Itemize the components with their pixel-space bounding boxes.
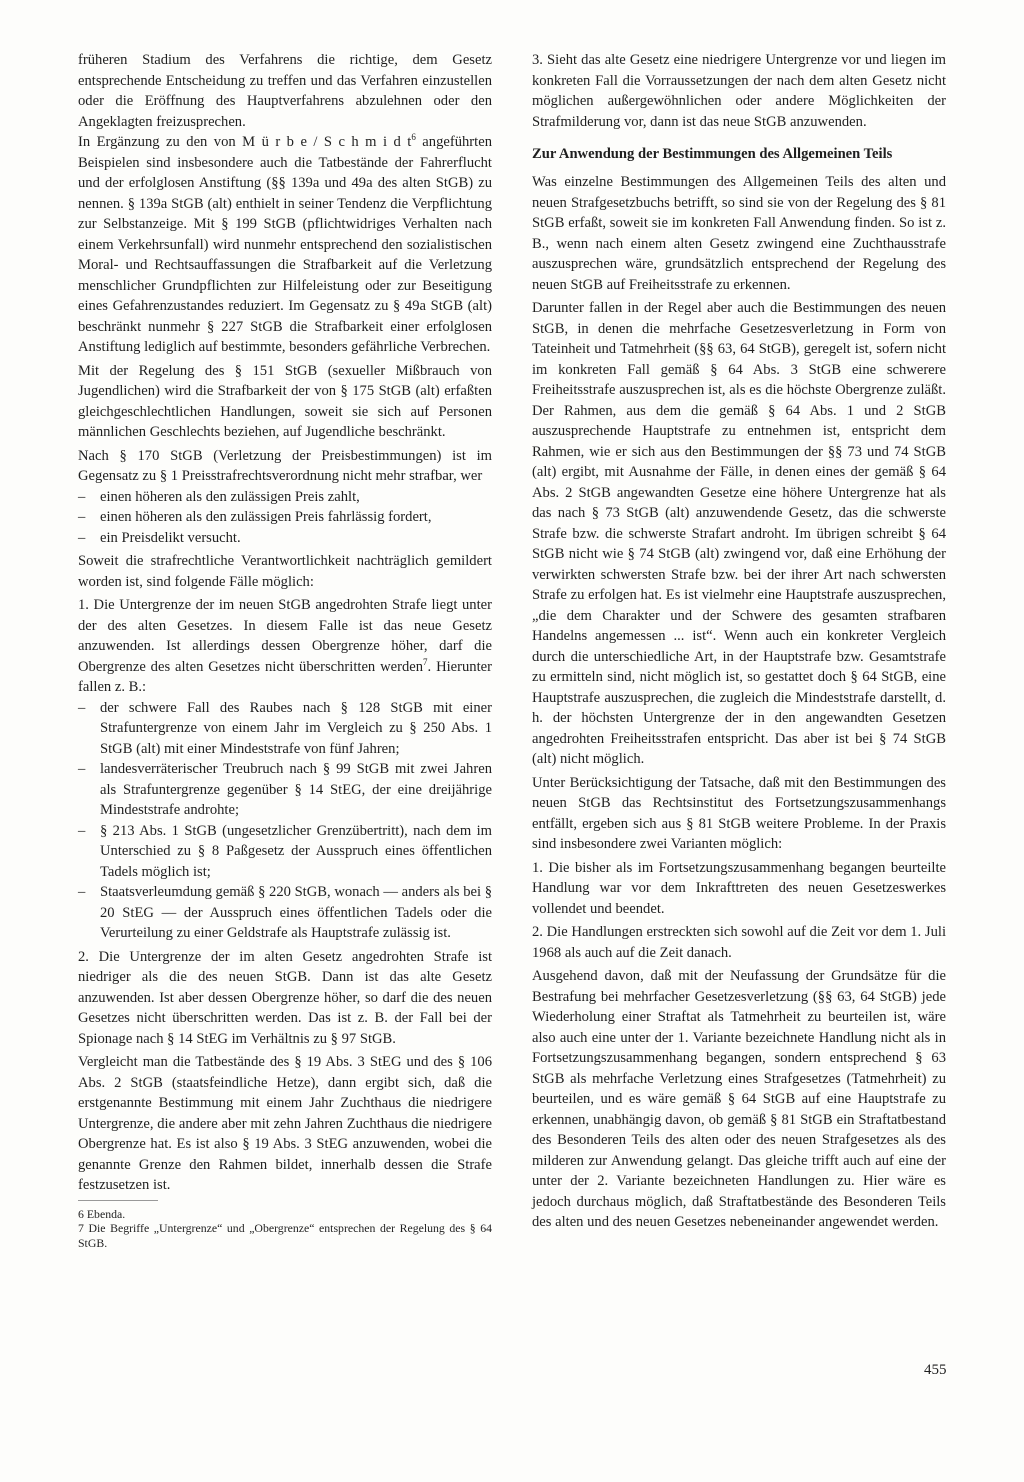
right-column	[532, 50, 946, 1233]
list-item: – der schwere Fall des Raubes nach § 128 StGB mit einer Strafuntergrenze von einem Jahr im Vergleich zu § 250 Abs. 1 StGB (alt) mit einer Mindeststrafe von fünf Jahren;	[78, 699, 492, 757]
paragraph: Unter Berücksichtigung der Tatsache, daß mit den Bestimmungen des neuen StGB das Rechtsinstitut des Fortsetzungszusammenhangs entfällt, ergeben sich aus § 81 StGB weitere Probleme. In der Praxis sind insbesondere zwei Varianten möglich:	[532, 774, 946, 852]
paragraph: Vergleicht man die Tatbestände des § 19 Abs. 3 StEG und des § 106 Abs. 2 StGB (staatsfeindliche Hetze), dann ergibt sich, daß die erstgenannte Bestimmung mit einem Jahr Zuchthaus die niedrigere Untergrenze, die andere aber mit zehn Jahren Zuchthaus die niedrigere Obergrenze hat. Es ist also § 19 Abs. 3 StEG anzuwenden, wobei die genannte Grenze den Rahmen bildet, innerhalb dessen die Strafe festzusetzen ist.	[78, 1054, 492, 1193]
footnote-ref: 7	[423, 656, 428, 667]
paragraph-text: In Ergänzung zu den von M ü r b e / S c h m i d t	[78, 134, 412, 150]
list-item: – einen höheren als den zulässigen Preis zahlt,	[78, 488, 360, 505]
footnote: 7 Die Begriffe „Untergrenze“ und „Obergrenze“ entsprechen der Regelung des § 64 StGB.	[78, 1221, 492, 1250]
footnotes	[78, 1200, 492, 1251]
paragraph: früheren Stadium des Verfahrens die richtige, dem Gesetz entsprechende Entscheidung zu treffen und das Verfahren einzustellen oder die Eröffnung des Hauptverfahrens abzulehnen oder den Angeklagten freizusprechen.	[78, 52, 492, 130]
paragraph	[78, 132, 492, 358]
paragraph	[78, 595, 492, 698]
paragraph: 1. Die bisher als im Fortsetzungszusammenhang begangen beurteilte Handlung war vor dem Inkrafttreten des neuen Gesetzeswerkes vollendet und beendet.	[532, 859, 946, 917]
paragraph: 2. Die Handlungen erstreckten sich sowohl auf die Zeit vor dem 1. Juli 1968 als auch auf die Zeit danach.	[532, 924, 946, 961]
section-heading: Zur Anwendung der Bestimmungen des Allgemeinen Teils	[532, 146, 893, 162]
list-item: – einen höheren als den zulässigen Preis fahrlässig fordert,	[78, 509, 432, 525]
paragraph: Soweit die strafrechtliche Verantwortlichkeit nachträglich gemildert worden ist, sind folgende Fälle möglich:	[78, 553, 492, 590]
paragraph: Ausgehend davon, daß mit der Neufassung der Grundsätze für die Bestrafung bei mehrfacher Gesetzesverletzung (§§ 63, 64 StGB) jede Wiederholung einer Straftat als Tatmehrheit zu beurteilen ist, wäre also auch eine unter der 1. Variante bezeichnete Handlung nicht als in Fortsetzungszusammenhang begangen, sondern entsprechend § 63 StGB als mehrfache Verletzung eines Strafgesetzes (Tatmehrheit) zu beurteilen, und es wäre gemäß § 64 StGB auf eine Hauptstrafe zu erkennen, unabhängig davon, ob gemäß § 81 StGB ein Straftatbestand des Besonderen Teils des alten oder des neuen Strafgesetzes als des milderen zur Anwendung gelangt. Das gleiche trifft auch auf eine der unter der 2. Variante bezeichneten Handlungen zu. Hier wäre es jedoch durchaus möglich, daß Straftatbestände des Besonderen Teils des alten und des neuen Gesetzes nebeneinander angewendet werden.	[532, 968, 946, 1230]
list-item: – ein Preisdelikt versucht.	[78, 529, 241, 546]
footnote-ref: 6	[411, 132, 416, 143]
list-item: – § 213 Abs. 1 StGB (ungesetzlicher Grenzübertritt), nach dem im Unterschied zu § 8 Paßgesetz der Ausspruch eines öffentlichen Tadels möglich ist;	[78, 822, 492, 880]
paragraph-text: 1. Die Untergrenze der im neuen StGB angedrohten Strafe liegt unter der des alten Gesetzes. In diesem Falle ist das neue Gesetz anzuwenden. Ist allerdings dessen Obergrenze höher, darf die Obergrenze des alten Gesetzes nicht überschritten werden	[78, 597, 492, 675]
paragraph: Darunter fallen in der Regel aber auch die Bestimmungen des neuen StGB, in denen die mehrfache Gesetzesverletzung in Form von Tateinheit und Tatmehrheit (§§ 63, 64 StGB), geregelt ist, sofern nicht im konkreten Fall gemäß § 64 Abs. 3 StGB eine schwerere Freiheitsstrafe auszusprechen ist, als es die höchste Obergrenze zuläßt. Der Rahmen, aus dem die gemäß § 64 Abs. 1 und 2 StGB auszusprechende Hauptstrafe zu entnehmen ist, entspricht dem Rahmen, wie er sich aus den Bestimmungen der §§ 73 und 74 StGB (alt) ergibt, mit Ausnahme der Fälle, in denen eines der gemäß § 64 Abs. 2 StGB angewandten Gesetze eine höhere Untergrenze hat als das nach § 73 StGB (alt) anzuwendende Gesetz, das die schwerste Strafe bzw. die schwerste Strafart androht. Im übrigen schreibt § 64 StGB nicht wie § 74 StGB (alt) zwingend vor, daß eine Erhöhung der verwirkten schwersten Strafe bzw. bei der ihrer Art nach schwersten Strafe zu erfolgen hat. Es ist vielmehr eine Hauptstrafe auszusprechen, „die dem Charakter und der Schwere des gesamten strafbaren Handelns angemessen ... ist“. Wenn auch ein konkreter Vergleich durch die unterschiedliche Art, in der Hauptstrafe bzw. Gesamtstrafe zu ermitteln sind, nicht möglich ist, so gestattet doch § 64 StGB, eine Hauptstrafe auszusprechen, die zugleich die Mindeststrafe darstellt, d. h. der höchsten Untergrenze der in den angewandten Gesetzen angedrohten Freiheitsstrafen entspricht. Das aber ist bei § 74 StGB (alt) nicht möglich.	[532, 300, 946, 767]
paragraph-text: . Hierunter fallen z. B.:	[78, 658, 492, 695]
paragraph: Mit der Regelung des § 151 StGB (sexueller Mißbrauch von Jugendlichen) wird die Strafbarkeit der von § 175 StGB (alt) erfaßten gleichgeschlechtlichen Handlungen, soweit sie sich auf Personen männlichen Geschlechts beziehen, auf Jugendliche beschränkt.	[78, 362, 492, 440]
paragraph: 3. Sieht das alte Gesetz eine niedrigere Untergrenze vor und liegen im konkreten Fall die Vorraussetzungen der nach dem alten Gesetz nicht möglichen außergewöhnlichen oder andere Möglichkeiten der Strafmilderung vor, dann ist das neue StGB anzuwenden.	[532, 52, 946, 130]
paragraph-text: angeführten Beispielen sind insbesondere auch die Tatbestände der Fahrerflucht und der erfolglosen Anstiftung (§§ 139a und 49a des alten StGB) zu nennen. § 139a StGB (alt) enthielt in seiner Tendenz die Verpflichtung zur Selbstanzeige. Mit § 199 StGB (pflichtwidriges Verhalten nach einem Verkehrsunfall) wird nunmehr entsprechend den sozialistischen Moral- und Rechtsauffassungen die Strafbarkeit auf die Verletzung menschlicher Grundpflichten zur Hilfeleistung oder zur Beseitigung eines Gefahrenzustandes reduziert. Im Gegensatz zu § 49a StGB (alt) beschränkt nunmehr § 227 StGB die Strafbarkeit einer erfolglosen Anstiftung lediglich auf bestimmte, besonders gefährliche Verbrechen.	[78, 134, 492, 355]
list-item: – Staatsverleumdung gemäß § 220 StGB, wonach — anders als bei § 20 StEG — der Ausspruch eines öffentlichen Tadels oder die Verurteilung zu einer Geldstrafe als Hauptstrafe zulässig ist.	[78, 884, 492, 941]
paragraph: Nach § 170 StGB (Verletzung der Preisbestimmungen) ist im Gegensatz zu § 1 Preisstrafrechtsverordnung nicht mehr strafbar, wer	[78, 447, 492, 484]
paragraph: Was einzelne Bestimmungen des Allgemeinen Teils des alten und neuen Strafgesetzbuchs betrifft, so sind sie von der Regelung des § 81 StGB erfaßt, soweit sie im konkreten Fall Anwendung finden. So ist z. B., wenn nach einem alten Gesetz zwingend eine Zuchthausstrafe auszusprechen wäre, grundsätzlich entsprechend der Regelung des neuen StGB auf Freiheitsstrafe zu erkennen.	[532, 174, 946, 293]
paragraph: 2. Die Untergrenze der im alten Gesetz angedrohten Strafe ist niedriger als die des neuen StGB. Dann ist das alte Gesetz anzuwenden. Ist aber dessen Obergrenze höher, so darf die des neuen Gesetzes nicht überschritten werden. Das ist z. B. der Fall bei der Spionage nach § 14 StEG im Verhältnis zu § 97 StGB.	[78, 948, 492, 1047]
left-column	[78, 50, 492, 1250]
list-item: – landesverräterischer Treubruch nach § 99 StGB mit zwei Jahren als Strafuntergrenze gegenüber § 14 StEG, der eine dreijährige Mindeststrafe androhte;	[78, 761, 492, 818]
page-number: 455	[924, 1362, 947, 1378]
footnote: 6 Ebenda.	[78, 1206, 126, 1221]
